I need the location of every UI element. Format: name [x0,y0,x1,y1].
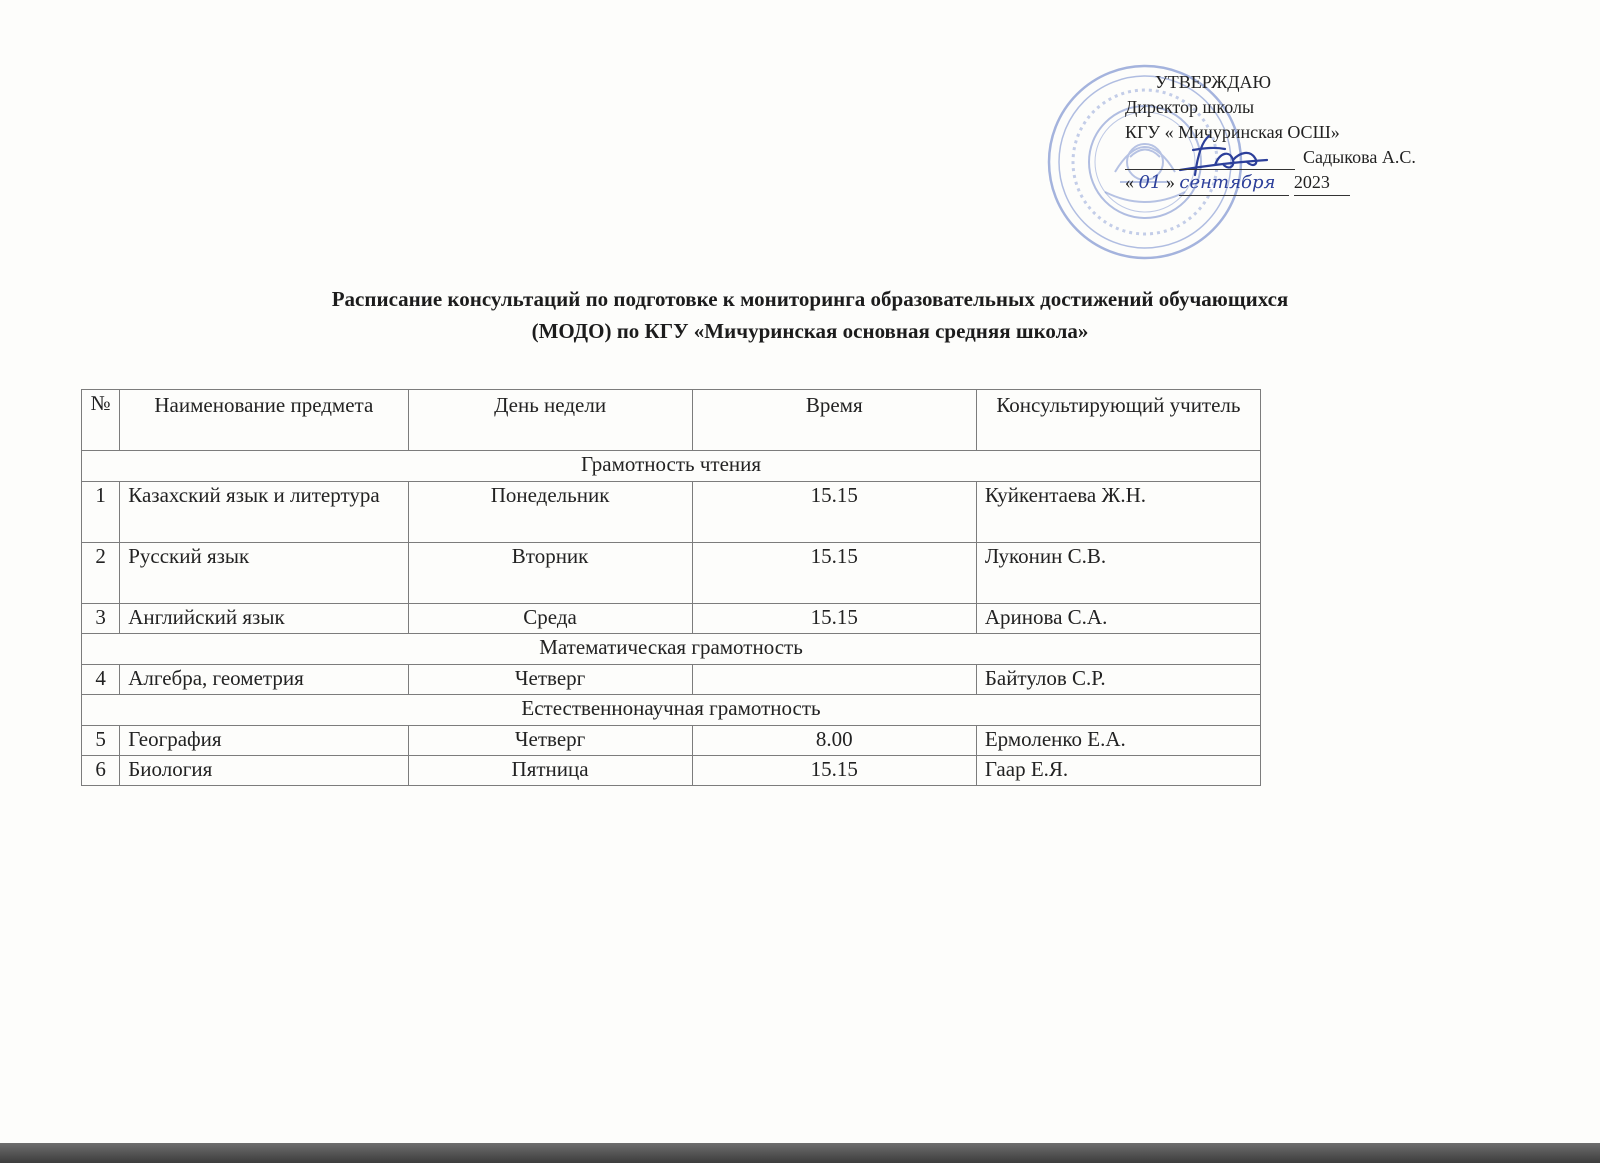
row-subject: География [120,726,408,756]
approval-date [1125,170,1445,196]
row-teacher: Байтулов С.Р. [976,665,1260,695]
row-day: Четверг [408,665,692,695]
header-teacher: Консультирующий учитель [976,390,1260,451]
row-time: 15.15 [692,543,976,604]
row-subject: Биология [120,756,408,786]
date-close-quote: » [1165,172,1175,192]
row-subject: Русский язык [120,543,408,604]
row-teacher: Луконин С.В. [976,543,1260,604]
header-time: Время [692,390,976,451]
row-teacher: Ермоленко Е.А. [976,726,1260,756]
row-num: 6 [82,756,120,786]
row-time: 8.00 [692,726,976,756]
document-title [60,283,1560,347]
date-open-quote: « [1125,172,1134,192]
row-subject: Английский язык [120,604,408,634]
approval-organization: КГУ « Мичуринская ОСШ» [1125,122,1340,142]
table-row [82,482,1261,543]
date-day: 01 [1138,172,1162,193]
date-month: сентября [1179,170,1289,196]
table-row [82,604,1261,634]
row-time: 15.15 [692,482,976,543]
section-title: Естественнонаучная грамотность [82,695,1261,726]
row-num: 5 [82,726,120,756]
row-subject: Казахский язык и литертура [120,482,408,543]
row-num: 4 [82,665,120,695]
consultation-schedule-table [81,389,1261,786]
table-row [82,665,1261,695]
row-day: Вторник [408,543,692,604]
section-row-reading [82,451,1261,482]
table-row [82,756,1261,786]
header-num: № [82,390,120,451]
approval-signatory: Садыкова А.С. [1303,147,1416,167]
row-time: 15.15 [692,756,976,786]
table-row [82,543,1261,604]
row-num: 1 [82,482,120,543]
date-year: 2023 [1294,170,1350,196]
row-num: 2 [82,543,120,604]
row-day: Среда [408,604,692,634]
scanner-edge-bar [0,1143,1600,1163]
row-day: Четверг [408,726,692,756]
section-row-math [82,634,1261,665]
header-subject: Наименование предмета [120,390,408,451]
section-title: Грамотность чтения [82,451,1261,482]
section-title: Математическая грамотность [82,634,1261,665]
approval-position: Директор школы [1125,97,1255,117]
table-header-row [82,390,1261,451]
row-teacher: Аринова С.А. [976,604,1260,634]
row-time: 15.15 [692,604,976,634]
signature-line [1125,145,1445,170]
row-teacher: Гаар Е.Я. [976,756,1260,786]
row-time [692,665,976,695]
row-num: 3 [82,604,120,634]
table-row [82,726,1261,756]
row-day: Понедельник [408,482,692,543]
section-row-science [82,695,1261,726]
header-day: День недели [408,390,692,451]
approval-heading: УТВЕРЖДАЮ [1155,72,1272,92]
row-teacher: Куйкентаева Ж.Н. [976,482,1260,543]
row-day: Пятница [408,756,692,786]
title-line-1: Расписание консультаций по подготовке к мониторинга образовательных достижений обучающихся [331,287,1289,311]
approval-block [1125,70,1445,196]
title-line-2: (МОДО) по КГУ «Мичуринская основная средняя школа» [531,319,1089,343]
signature-underline [1125,151,1295,170]
row-subject: Алгебра, геометрия [120,665,408,695]
